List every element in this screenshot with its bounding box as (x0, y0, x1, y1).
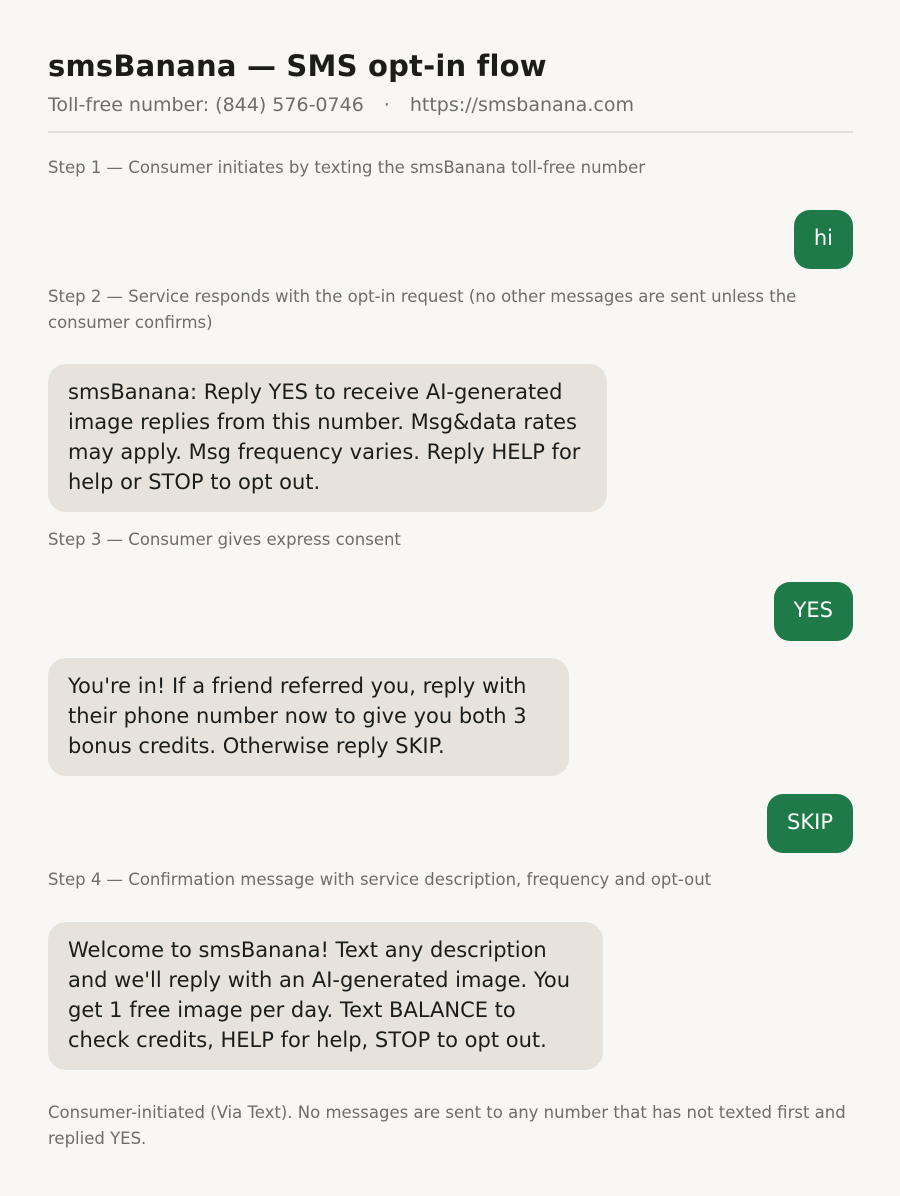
website-url: https://smsbanana.com (409, 94, 634, 116)
consumer-message-yes: YES (774, 582, 853, 641)
service-message-referral-prompt: You're in! If a friend referred you, reply with their phone number now to give you both 3 bonus credits. Otherwise reply SKIP. (48, 658, 569, 776)
step-1-label: Step 1 — Consumer initiates by texting the smsBanana toll-free number (48, 158, 646, 177)
step-3-label: Step 3 — Consumer gives express consent (48, 530, 401, 549)
consumer-message-skip: SKIP (767, 794, 853, 853)
page-title: smsBanana — SMS opt-in flow (48, 49, 547, 83)
step-2-label: Step 2 — Service responds with the opt-in request (no other messages are sent unless the consumer confirms) (48, 287, 797, 332)
service-message-optin-request: smsBanana: Reply YES to receive AI-generated image replies from this number. Msg&data rates may apply. Msg frequency varies. Reply HELP for help or STOP to opt out. (48, 364, 607, 512)
page-subtitle (48, 92, 634, 118)
step-4-label: Step 4 — Confirmation message with service description, frequency and opt-out (48, 870, 712, 889)
toll-free-number: Toll-free number: (844) 576-0746 (48, 94, 364, 116)
service-message-welcome: Welcome to smsBanana! Text any description and we'll reply with an AI-generated image. You get 1 free image per day. Text BALANCE to check credits, HELP for help, STOP to opt out. (48, 922, 603, 1070)
header-divider (48, 131, 853, 133)
subtitle-separator: · (383, 94, 390, 116)
footer-note: Consumer-initiated (Via Text). No messages are sent to any number that has not texted first and replied YES. (48, 1103, 846, 1148)
consumer-message-hi: hi (794, 210, 853, 269)
